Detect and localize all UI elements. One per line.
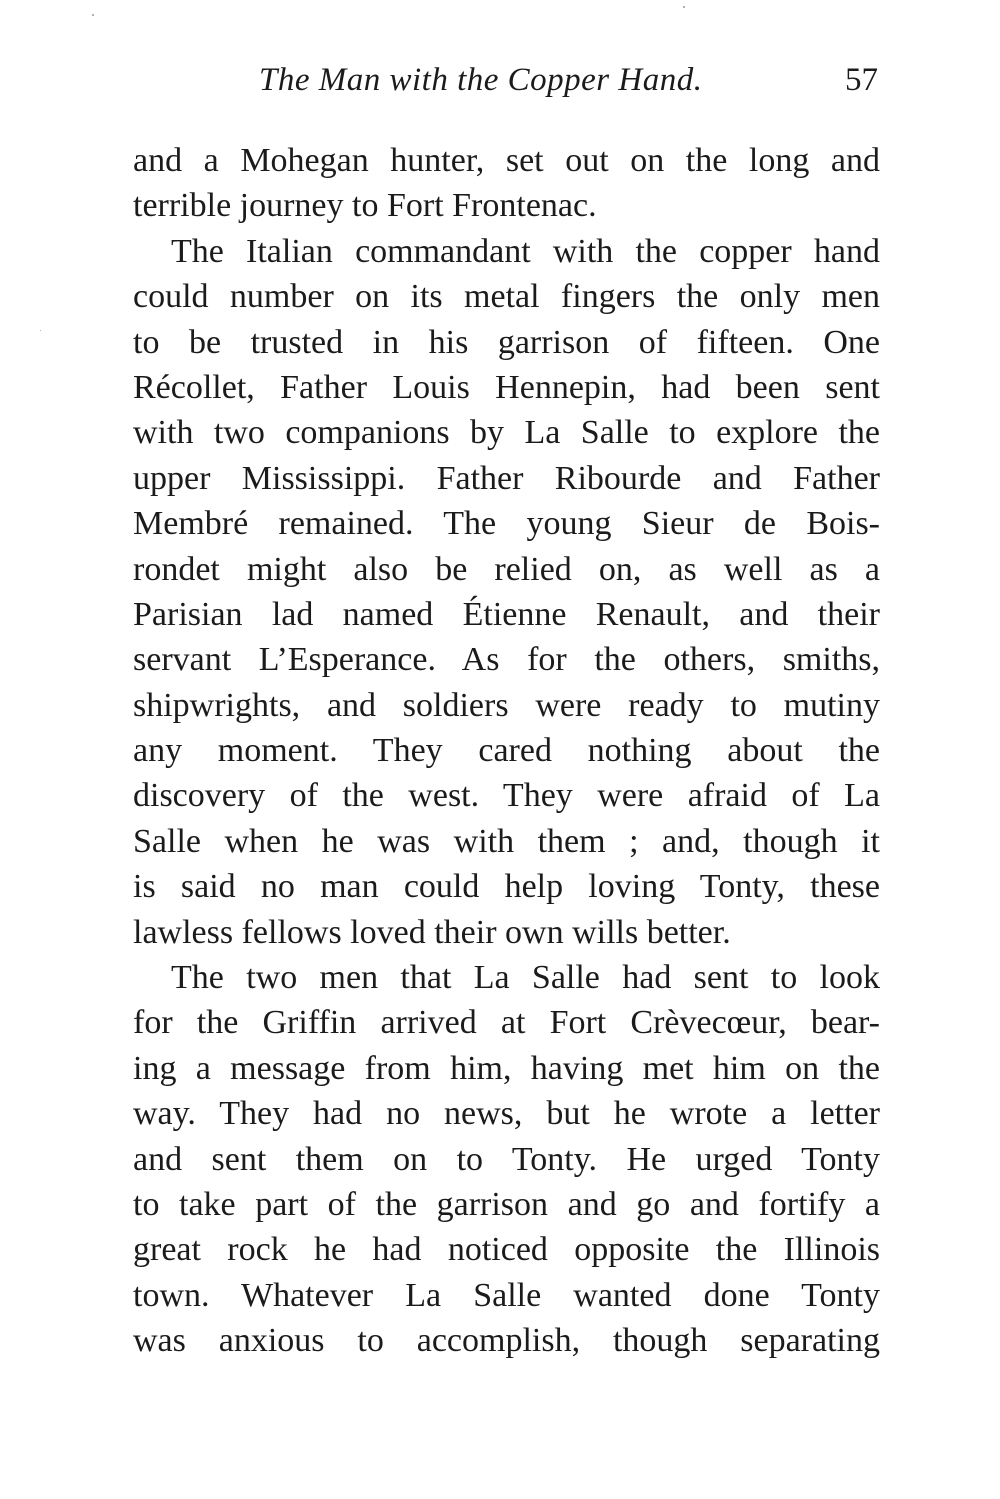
text-line: Parisian lad named Étienne Renault, and their (133, 595, 880, 633)
text-line: terrible journey to Fort Frontenac. (133, 187, 597, 225)
text-line: for the Griffin arrived at Fort Crèvecœur, bear- (133, 1004, 880, 1042)
text-line: to be trusted in his garrison of fifteen. One (133, 323, 880, 361)
text-line: discovery of the west. They were afraid of La (133, 777, 880, 815)
text-line: ing a message from him, having met him on the (133, 1049, 880, 1087)
text-line: to take part of the garrison and go and fortify a (133, 1185, 880, 1223)
text-line: any moment. They cared nothing about the (133, 732, 880, 770)
text-line: servant L’Esperance. As for the others, smiths, (133, 641, 880, 679)
running-title: The Man with the Copper Hand. (259, 62, 703, 98)
text-line: lawless fellows loved their own wills better. (133, 913, 731, 951)
text-line: Membré remained. The young Sieur de Bois- (133, 505, 880, 543)
scan-speck (92, 14, 94, 16)
text-line: could number on its metal fingers the only men (133, 278, 880, 316)
running-head (133, 58, 880, 102)
text-line: upper Mississippi. Father Ribourde and Father (133, 459, 880, 497)
text-line: The two men that La Salle had sent to look (171, 959, 880, 997)
text-line: was anxious to accomplish, though separating (133, 1322, 880, 1360)
text-line: way. They had no news, but he wrote a letter (133, 1095, 880, 1133)
text-line: and a Mohegan hunter, set out on the long and (133, 142, 880, 179)
text-line: shipwrights, and soldiers were ready to mutiny (133, 686, 880, 724)
text-line: is said no man could help loving Tonty, these (133, 868, 880, 906)
text-line: and sent them on to Tonty. He urged Tonty (133, 1140, 880, 1178)
text-line: Récollet, Father Louis Hennepin, had been sent (133, 368, 880, 406)
page-number: 57 (845, 62, 878, 98)
text-line: Salle when he was with them ; and, though it (133, 822, 880, 860)
scan-speck (40, 330, 41, 331)
text-line: rondet might also be relied on, as well as a (133, 550, 880, 588)
text-line: with two companions by La Salle to explore the (133, 414, 880, 452)
text-line: great rock he had noticed opposite the Illinois (133, 1231, 880, 1269)
text-line: The Italian commandant with the copper hand (171, 232, 880, 270)
text-line: town. Whatever La Salle wanted done Tonty (133, 1276, 880, 1314)
scan-speck (683, 6, 685, 8)
body-text (133, 138, 880, 1364)
